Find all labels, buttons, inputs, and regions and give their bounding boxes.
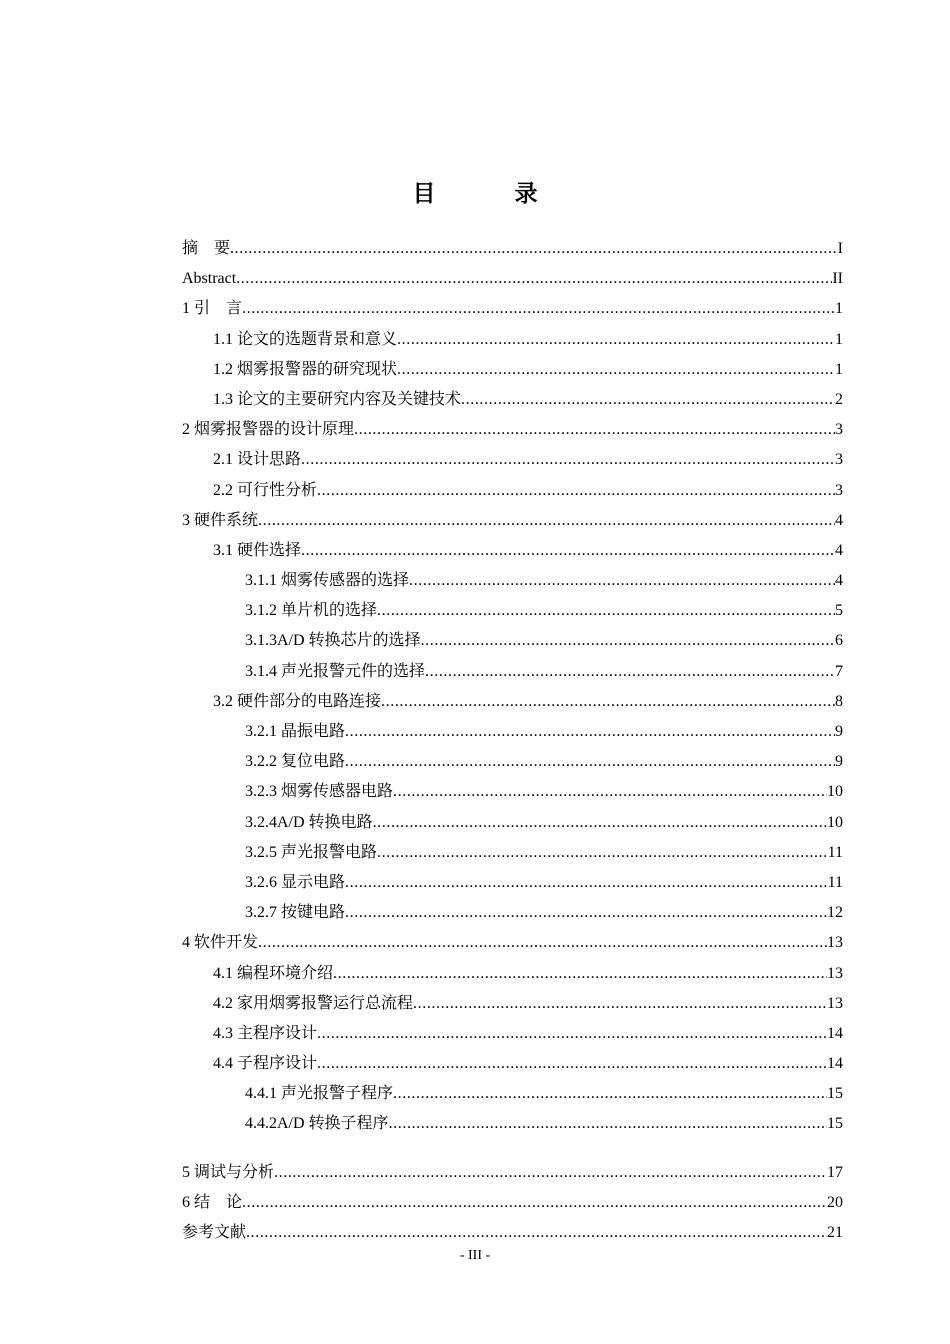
toc-dot-leader xyxy=(333,959,827,989)
toc-entry-page-number: 9 xyxy=(835,753,843,771)
toc-dot-leader xyxy=(301,536,835,566)
toc-entry-title: 4.2 家用烟雾报警运行总流程 xyxy=(213,994,414,1012)
toc-dot-leader xyxy=(258,506,835,536)
toc-entry-title: 3.2.6 显示电路 xyxy=(245,873,346,891)
page-title: 目 录 xyxy=(412,181,566,208)
toc-dot-leader xyxy=(397,355,835,385)
toc-dot-leader xyxy=(274,1158,827,1188)
toc-entry-page-number: 14 xyxy=(827,1055,843,1073)
toc-entry-title: 4.1 编程环境介绍 xyxy=(213,964,334,982)
toc-entry-title: 3.1.2 单片机的选择 xyxy=(245,602,378,620)
toc-entry-title: 4.3 主程序设计 xyxy=(213,1024,318,1042)
toc-entry[interactable] xyxy=(182,476,843,506)
toc-entry[interactable] xyxy=(182,1188,843,1218)
toc-dot-leader xyxy=(389,1109,827,1139)
toc-dot-leader xyxy=(345,898,827,928)
toc-entry-page-number: I xyxy=(837,240,843,257)
toc-dot-leader xyxy=(317,1049,827,1079)
toc-entry-page-number: 8 xyxy=(835,692,843,710)
toc-entry[interactable] xyxy=(182,355,843,385)
toc-entry[interactable] xyxy=(182,868,843,898)
toc-entry-page-number: 5 xyxy=(835,602,843,620)
page-number-footer: - III - xyxy=(459,1248,491,1263)
toc-entry-title: 4 软件开发 xyxy=(182,934,259,952)
toc-entry-page-number: 13 xyxy=(827,994,843,1012)
toc-dot-leader xyxy=(377,838,828,868)
toc-entry[interactable] xyxy=(182,657,843,687)
toc-entry-page-number: 3 xyxy=(835,481,843,499)
toc-entry-title: 2 烟雾报警器的设计原理 xyxy=(182,421,355,439)
toc-entry[interactable] xyxy=(182,596,843,626)
toc-entry-title: 6 结 论 xyxy=(182,1193,243,1211)
toc-entry-title: 3.1.4 声光报警元件的选择 xyxy=(245,662,426,680)
toc-entry[interactable] xyxy=(182,747,843,777)
toc-dot-leader xyxy=(317,1019,827,1049)
toc-dot-leader xyxy=(354,415,835,445)
toc-entry[interactable] xyxy=(182,989,843,1019)
toc-dot-leader xyxy=(345,747,835,777)
toc-dot-leader xyxy=(421,626,835,656)
toc-entry[interactable] xyxy=(182,294,843,324)
toc-entry-page-number: 17 xyxy=(827,1163,843,1181)
toc-entry-title: 3.1 硬件选择 xyxy=(213,541,302,559)
toc-entry[interactable] xyxy=(182,445,843,475)
toc-entry[interactable] xyxy=(182,536,843,566)
toc-entry[interactable] xyxy=(182,1218,843,1248)
toc-entry-page-number: 3 xyxy=(835,451,843,469)
toc-entry-page-number: 6 xyxy=(835,632,843,650)
toc-entry-title: 3.2.5 声光报警电路 xyxy=(245,843,378,861)
toc-entry-page-number: 13 xyxy=(827,964,843,982)
toc-dot-leader xyxy=(461,385,835,415)
toc-entry-page-number: 9 xyxy=(835,723,843,740)
toc-dot-leader xyxy=(345,868,828,898)
toc-dot-leader xyxy=(258,928,827,958)
toc-entry-title: 3.2.3 烟雾传感器电路 xyxy=(245,783,394,801)
toc-entry-page-number: 7 xyxy=(835,662,843,680)
toc-entry[interactable] xyxy=(182,506,843,536)
toc-entry-title: 4.4 子程序设计 xyxy=(213,1055,318,1073)
toc-entry-title: 3.1.1 烟雾传感器的选择 xyxy=(245,572,410,590)
toc-dot-leader xyxy=(301,445,835,475)
toc-entry-page-number: 14 xyxy=(827,1024,843,1042)
toc-entry-title: 1.3 论文的主要研究内容及关键技术 xyxy=(213,390,462,408)
toc-entry-title: 参考文献 xyxy=(182,1224,247,1241)
toc-entry-title: 1.2 烟雾报警器的研究现状 xyxy=(213,360,398,378)
toc-entry[interactable] xyxy=(182,234,843,264)
toc-entry-title: 3.2.7 按键电路 xyxy=(245,904,346,922)
toc-dot-leader xyxy=(317,476,835,506)
toc-dot-leader xyxy=(409,566,835,596)
toc-entry[interactable] xyxy=(182,1079,843,1109)
toc-entry-page-number: 2 xyxy=(835,390,843,408)
toc-entry[interactable] xyxy=(182,264,843,294)
toc-entry-title: 3 硬件系统 xyxy=(182,511,259,529)
toc-entry-title: 2.1 设计思路 xyxy=(213,451,302,469)
toc-dot-leader xyxy=(230,234,838,264)
toc-entry[interactable] xyxy=(182,808,843,838)
toc-dot-leader xyxy=(397,325,835,355)
toc-dot-leader xyxy=(393,777,827,807)
toc-dot-leader xyxy=(373,808,827,838)
toc-dot-leader xyxy=(413,989,827,1019)
toc-entry-page-number: 15 xyxy=(827,1085,843,1103)
toc-entry[interactable] xyxy=(182,325,843,355)
toc-entry-page-number: 4 xyxy=(835,511,843,529)
toc-dot-leader xyxy=(242,294,835,324)
toc-entry-page-number: 11 xyxy=(827,873,843,891)
toc-entry-title: 3.2 硬件部分的电路连接 xyxy=(213,692,382,710)
toc-entry-page-number: 1 xyxy=(835,330,843,348)
toc-entry[interactable] xyxy=(182,626,843,656)
toc-entry-title: 5 调试与分析 xyxy=(182,1163,275,1181)
toc-entry-page-number: 20 xyxy=(827,1193,843,1211)
toc-entry-title: 1 引 言 xyxy=(182,300,243,318)
toc-entry-title: 3.2.2 复位电路 xyxy=(245,753,346,771)
toc-entry[interactable] xyxy=(182,959,843,989)
toc-dot-leader xyxy=(246,1218,827,1248)
toc-entry-page-number: 12 xyxy=(827,904,843,922)
toc-entry-title: 2.2 可行性分析 xyxy=(213,481,318,499)
toc-entry-page-number: 21 xyxy=(827,1224,843,1241)
toc-entry-page-number: 4 xyxy=(835,572,843,590)
toc-entry[interactable] xyxy=(182,687,843,717)
table-of-contents xyxy=(182,234,843,1248)
toc-entry-title: Abstract xyxy=(182,270,237,288)
toc-entry-page-number: 10 xyxy=(827,813,843,831)
toc-entry[interactable] xyxy=(182,566,843,596)
toc-entry[interactable] xyxy=(182,1049,843,1079)
toc-entry[interactable] xyxy=(182,838,843,868)
toc-dot-leader xyxy=(236,264,832,294)
toc-dot-leader xyxy=(345,717,835,747)
toc-entry-page-number: 13 xyxy=(827,934,843,952)
toc-entry-title: 4.4.2A/D 转换子程序 xyxy=(245,1115,389,1133)
toc-entry[interactable] xyxy=(182,898,843,928)
toc-entry-title: 3.2.1 晶振电路 xyxy=(245,723,346,740)
toc-entry[interactable] xyxy=(182,717,843,747)
toc-entry-page-number: 11 xyxy=(827,843,843,861)
toc-entry-title: 4.4.1 声光报警子程序 xyxy=(245,1085,394,1103)
toc-entry[interactable] xyxy=(182,415,843,445)
toc-entry-page-number: 15 xyxy=(827,1115,843,1133)
toc-dot-leader xyxy=(393,1079,827,1109)
toc-entry[interactable] xyxy=(182,385,843,415)
toc-entry[interactable] xyxy=(182,1109,843,1139)
toc-entry-page-number: 10 xyxy=(827,783,843,801)
toc-dot-leader xyxy=(377,596,835,626)
toc-entry[interactable] xyxy=(182,1019,843,1049)
toc-entry-page-number: II xyxy=(832,270,843,288)
toc-entry[interactable] xyxy=(182,1158,843,1188)
toc-entry-title: 摘 要 xyxy=(182,240,231,257)
toc-dot-leader xyxy=(425,657,835,687)
toc-entry-title: 1.1 论文的选题背景和意义 xyxy=(213,330,398,348)
toc-entry-page-number: 3 xyxy=(835,421,843,439)
toc-entry-page-number: 4 xyxy=(835,541,843,559)
toc-entry[interactable] xyxy=(182,777,843,807)
toc-entry-page-number: 1 xyxy=(835,300,843,318)
toc-dot-leader xyxy=(242,1188,827,1218)
toc-entry-page-number: 1 xyxy=(835,360,843,378)
toc-dot-leader xyxy=(381,687,835,717)
toc-entry[interactable] xyxy=(182,928,843,958)
toc-entry-title: 3.2.4A/D 转换电路 xyxy=(245,813,373,831)
toc-entry-title: 3.1.3A/D 转换芯片的选择 xyxy=(245,632,421,650)
